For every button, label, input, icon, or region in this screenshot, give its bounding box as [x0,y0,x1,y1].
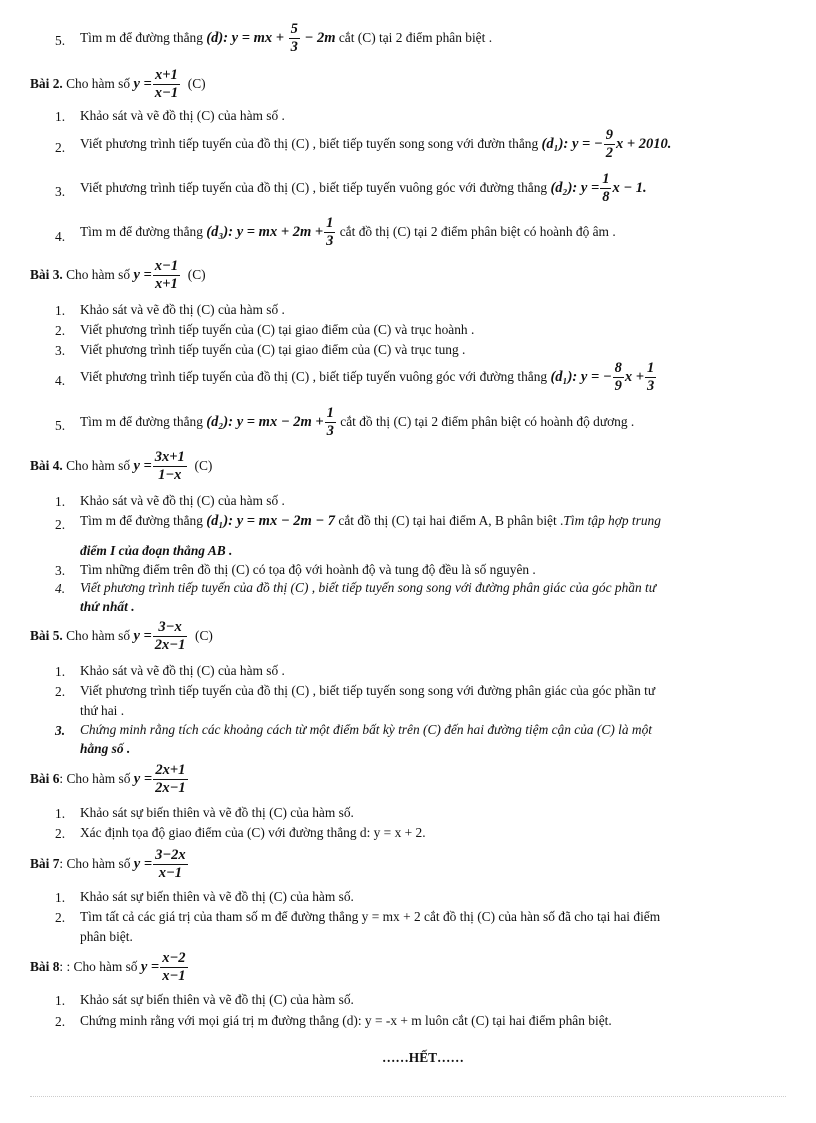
equation: (d₂): y = [550,179,600,196]
exercise-title: Bài 6 [30,770,60,786]
bai8-heading [30,951,189,984]
item-number: 2. [55,517,66,532]
question-text: Tìm m để đường thẳng [80,413,203,429]
exercise-title: Bài 4. [30,457,63,473]
bai4-q2 [80,514,661,529]
fraction-denominator: x−1 [158,865,183,882]
equation: − 2m [300,29,336,46]
exercise-title: Bài 7 [30,855,60,871]
equation: x + 2010. [615,135,672,152]
bai7-heading [30,848,189,881]
item-number: 2. [55,1014,66,1029]
item-number: 2. [55,910,66,925]
item-number: 3. [55,563,66,578]
fraction-denominator: 3 [647,378,655,395]
text: Cho hàm số [66,75,131,91]
fraction-denominator: 2x−1 [155,780,186,797]
bai2-q4 [80,216,616,249]
item-number: 1. [55,993,66,1008]
bai2-q3 [80,172,647,205]
equation: x + [624,368,645,385]
item-number: 1. [55,303,66,318]
item-number: 5. [55,33,66,48]
fraction-numerator: 1 [324,216,335,233]
question-text: Viết phương trình tiếp tuyến của đồ thị (C) , biết tiếp tuyến vuông góc với đường thẳng [80,368,548,384]
question-text: Viết phương trình tiếp tuyến của đồ thị (C) , biết tiếp tuyến song song với đường phân giác của góc phần tư [80,580,657,595]
item-number: 5. [55,418,66,433]
item-number: 4. [55,581,66,596]
text: : : Cho hàm số [59,958,138,974]
question-text: Viết phương trình tiếp tuyến của đồ thị (C) , biết tiếp tuyến vuông góc với đường thẳng [80,179,548,195]
fraction-denominator: 3 [290,39,298,56]
question-text: Khảo sát và vẽ đồ thị (C) của hàm số . [80,302,285,317]
curve-label: (C) [187,75,206,91]
bai5-heading [30,620,213,653]
item-number: 4. [55,229,66,244]
fraction-numerator: 1 [600,172,611,189]
fraction-numerator: x−2 [160,951,187,968]
item-number: 3. [55,723,66,738]
fraction-numerator: 2x+1 [153,763,188,780]
divider [30,1096,786,1097]
question-text: Khảo sát sự biến thiên và vẽ đồ thị (C) của hàm số. [80,805,354,820]
curve-label: (C) [187,266,206,282]
question-text: cắt đồ thị (C) tại 2 điểm phân biệt có hoành độ âm . [339,223,616,239]
question-text: điểm I của đoạn thẳng AB . [80,543,233,558]
item-number: 1. [55,494,66,509]
exercise-title: Bài 8 [30,958,60,974]
exercise-title: Bài 3. [30,266,63,282]
question-text: cắt đồ thị (C) tại 2 điểm phân biệt có hoành độ dương . [340,413,635,429]
question-text: Viết phương trình tiếp tuyến của (C) tại giao điểm của (C) và trục hoành . [80,322,475,337]
fraction-numerator: 3x+1 [153,450,187,467]
question-text: Chứng minh rằng với mọi giá trị m đường thẳng (d): y = -x + m luôn cắt (C) tại hai điểm phân biệt. [80,1013,612,1028]
question-text: Tìm tập hợp trung [563,513,661,528]
equation: (d₃): y = mx + 2m + [206,223,324,240]
curve-label: (C) [194,457,213,473]
fraction-denominator: x−1 [154,85,179,102]
text: Tìm m để đường thẳng [80,29,203,45]
bai3-q5 [80,406,634,439]
equation: x − 1. [612,179,647,196]
equation: y = [140,958,160,975]
question-text: thứ nhất . [80,599,135,614]
equation: (d₂): y = mx − 2m + [206,413,324,430]
bai3-q4 [80,361,657,394]
item-number: 1. [55,890,66,905]
question-text: hằng số . [80,741,131,756]
question-text: Khảo sát sự biến thiên và vẽ đồ thị (C) của hàm số. [80,992,354,1007]
equation: y = [133,75,152,92]
text: Cho hàm số [66,266,131,282]
fraction-numerator: 3−2x [153,848,188,865]
equation: (d₁): y = mx − 2m − 7 [206,513,336,529]
question-text: Viết phương trình tiếp tuyến của (C) tại giao điểm của (C) và trục tung . [80,342,466,357]
text: Cho hàm số [66,457,131,473]
exercise-title: Bài 5. [30,627,63,643]
fraction-numerator: 1 [645,361,656,378]
item-number: 1. [55,109,66,124]
equation: y = [133,266,152,283]
fraction-denominator: 2 [605,145,613,162]
equation: (d₁): y = − [550,368,612,385]
equation: y = [133,457,152,474]
text: : Cho hàm số [59,855,131,871]
item-number: 2. [55,140,66,155]
bai6-heading [30,763,189,796]
fraction-denominator: x+1 [155,276,178,293]
question-text: Viết phương trình tiếp tuyến của đồ thị (C) , biết tiếp tuyến song song với đườn thẳng [80,135,539,151]
item-number: 2. [55,684,66,699]
item-number: 4. [55,373,66,388]
fraction-numerator: 1 [325,406,336,423]
text: Cho hàm số [66,627,131,643]
text: cắt (C) tại 2 điểm phân biệt . [338,29,493,45]
equation: (d): y = mx + [206,29,288,46]
fraction-denominator: 3 [326,423,334,440]
item-number: 3. [55,184,66,199]
fraction-numerator: 3−x [153,620,188,637]
fraction-numerator: x−1 [153,259,180,276]
question-text: phân biệt. [80,929,133,944]
item-number: 3. [55,343,66,358]
question-text: Khảo sát và vẽ đồ thị (C) của hàm số . [80,493,285,508]
fraction-numerator: 5 [289,22,300,39]
p5-line [80,22,492,55]
question-text: Khảo sát sự biến thiên và vẽ đồ thị (C) của hàm số. [80,889,354,904]
fraction-denominator: 3 [326,233,334,250]
equation: y = [133,627,152,644]
question-text: Chứng minh rằng tích các khoảng cách từ một điểm bất kỳ trên (C) đến hai đường tiệm cận của (C) là một [80,722,653,737]
bai2-q2 [80,128,671,161]
question-text: Khảo sát và vẽ đồ thị (C) của hàm số . [80,108,285,123]
question-text: cắt đồ thị (C) tại hai điểm A, B phân biệt . [338,513,564,528]
fraction-denominator: 9 [614,378,622,395]
question-text: Tìm những điểm trên đồ thị (C) có tọa độ với hoành độ và tung độ đều là số nguyên . [80,562,536,577]
question-text: Tìm tất cả các giá trị của tham số m để đường thẳng y = mx + 2 cắt đồ thị (C) của hàn số đã cho tại hai điểm [80,909,661,924]
item-number: 1. [55,806,66,821]
item-number: 1. [55,664,66,679]
equation: (d₁): y = − [541,135,603,152]
text: : Cho hàm số [59,770,131,786]
fraction-denominator: 2x−1 [154,637,186,654]
question-text: Tìm m để đường thẳng [80,513,203,528]
equation: y = [133,855,153,872]
item-number: 2. [55,826,66,841]
fraction-denominator: 1−x [158,467,182,484]
question-text: Tìm m để đường thẳng [80,223,203,239]
question-text: Viết phương trình tiếp tuyến của đồ thị (C) , biết tiếp tuyến song song với đường phân giác của góc phần tư [80,683,656,698]
fraction-denominator: x−1 [162,968,186,985]
fraction-numerator: x+1 [153,68,180,85]
curve-label: (C) [195,627,213,643]
question-text: Khảo sát và vẽ đồ thị (C) của hàm số . [80,663,285,678]
bai3-heading [30,259,206,292]
bai4-heading [30,450,212,483]
question-text: thứ hai . [80,703,125,718]
equation: y = [133,770,153,787]
item-number: 2. [55,323,66,338]
fraction-numerator: 9 [604,128,615,145]
end-marker: ……HẾT…… [382,1050,464,1065]
question-text: Xác định tọa độ giao điểm của (C) với đường thẳng d: y = x + 2. [80,825,426,840]
fraction-numerator: 8 [613,361,624,378]
bai2-heading [30,68,206,101]
exercise-title: Bài 2. [30,75,63,91]
fraction-denominator: 8 [602,189,610,206]
